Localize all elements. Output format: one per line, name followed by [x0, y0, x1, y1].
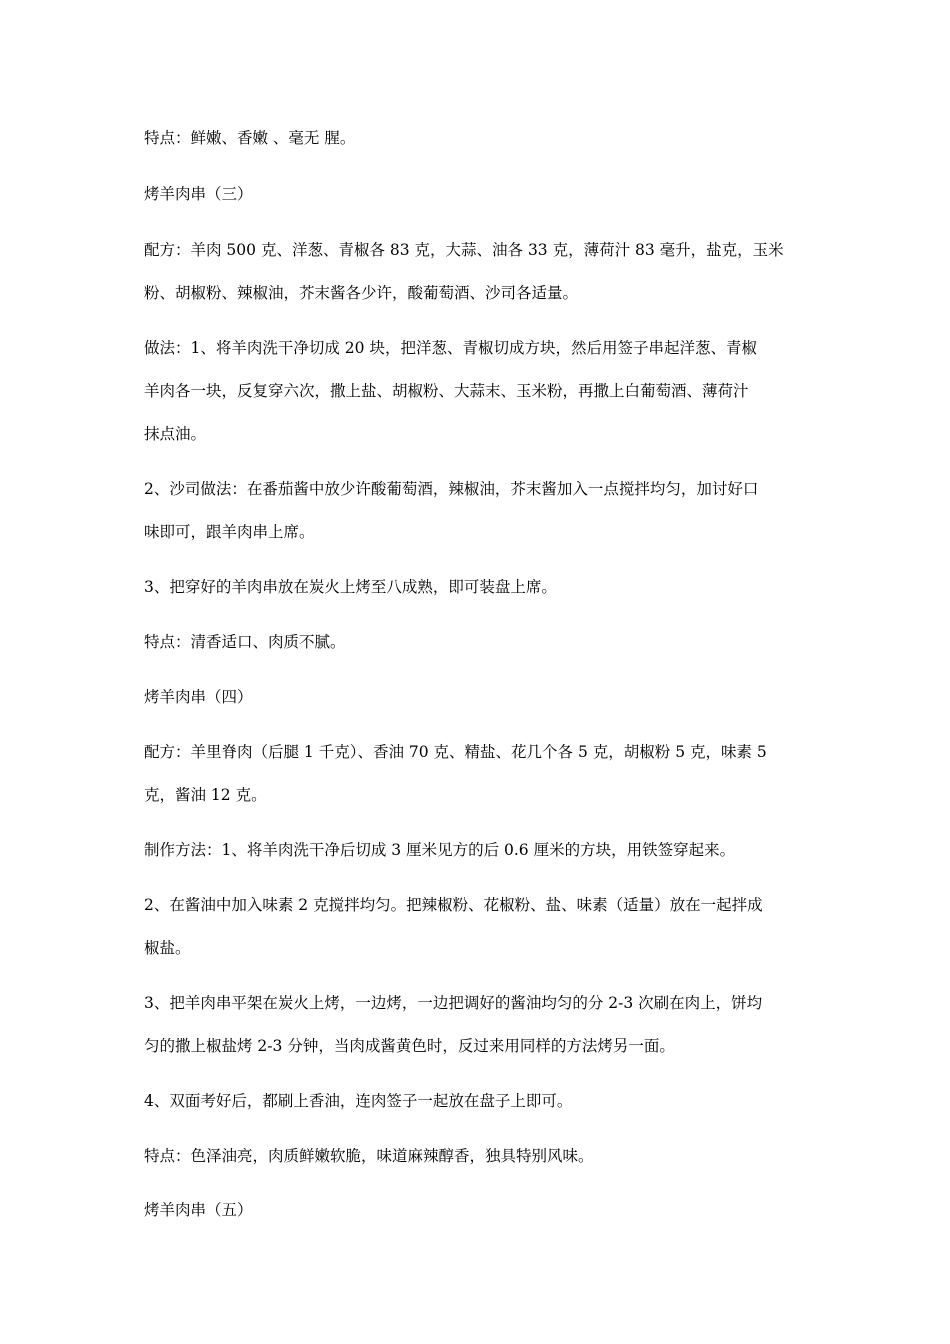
- recipe-method-3-line-2: 羊肉各一块，反复穿六次，撒上盐、胡椒粉、大蒜末、玉米粉，再撒上白葡萄酒、薄荷汁: [144, 382, 749, 400]
- recipe-step-3-2-line-2: 味即可，跟羊肉串上席。: [144, 523, 315, 541]
- recipe-step-3-3: 3、把穿好的羊肉串放在炭火上烤至八成熟，即可装盘上席。: [144, 578, 557, 596]
- recipe-step-4-2-line-2: 椒盐。: [144, 939, 191, 957]
- recipe-ingredients-3-line-2: 粉、胡椒粉、辣椒油，芥末酱各少许，酸葡萄酒、沙司各适量。: [144, 284, 579, 302]
- recipe-step-3-2-line-1: 2、沙司做法：在番茄酱中放少许酸葡萄酒，辣椒油，芥末酱加入一点搅拌均匀，加讨好口: [144, 480, 759, 498]
- recipe-method-4-line-1: 制作方法：1、将羊肉洗干净后切成 3 厘米见方的后 0.6 厘米的方块，用铁签穿起来。: [144, 841, 736, 859]
- recipe-method-3-line-3: 抹点油。: [144, 425, 207, 443]
- recipe-step-4-2-line-1: 2、在酱油中加入味素 2 克搅拌均匀。把辣椒粉、花椒粉、盐、味素（适量）放在一起拌成: [144, 896, 763, 914]
- recipe-step-4-3-line-2: 匀的撒上椒盐烤 2-3 分钟，当肉成酱黄色时，反过来用同样的方法烤另一面。: [144, 1037, 675, 1055]
- section-heading-5: 烤羊肉串（五）: [144, 1201, 253, 1219]
- section-heading-3: 烤羊肉串（三）: [144, 185, 253, 203]
- recipe-ingredients-4-line-2: 克，酱油 12 克。: [144, 786, 267, 804]
- feature-line-4: 特点：色泽油亮，肉质鲜嫩软脆，味道麻辣醇香，独具特别风味。: [144, 1147, 594, 1165]
- recipe-step-4-4: 4、双面考好后，都刷上香油，连肉签子一起放在盘子上即可。: [144, 1092, 573, 1110]
- section-heading-4: 烤羊肉串（四）: [144, 688, 253, 706]
- feature-line-2: 特点：鲜嫩、香嫩 、毫无 腥。: [144, 129, 356, 147]
- feature-line-3: 特点：清香适口、肉质不腻。: [144, 633, 346, 651]
- recipe-ingredients-3-line-1: 配方：羊肉 500 克、洋葱、青椒各 83 克，大蒜、油各 33 克，薄荷汁 83 毫升，盐克，玉米: [144, 241, 784, 259]
- recipe-step-4-3-line-1: 3、把羊肉串平架在炭火上烤，一边烤，一边把调好的酱油均匀的分 2-3 次刷在肉上，饼均: [144, 994, 763, 1012]
- recipe-method-3-line-1: 做法：1、将羊肉洗干净切成 20 块，把洋葱、青椒切成方块，然后用签子串起洋葱、青椒: [144, 339, 757, 357]
- recipe-ingredients-4-line-1: 配方：羊里脊肉（后腿 1 千克）、香油 70 克、精盐、花几个各 5 克，胡椒粉 5 克，味素 5: [144, 743, 767, 761]
